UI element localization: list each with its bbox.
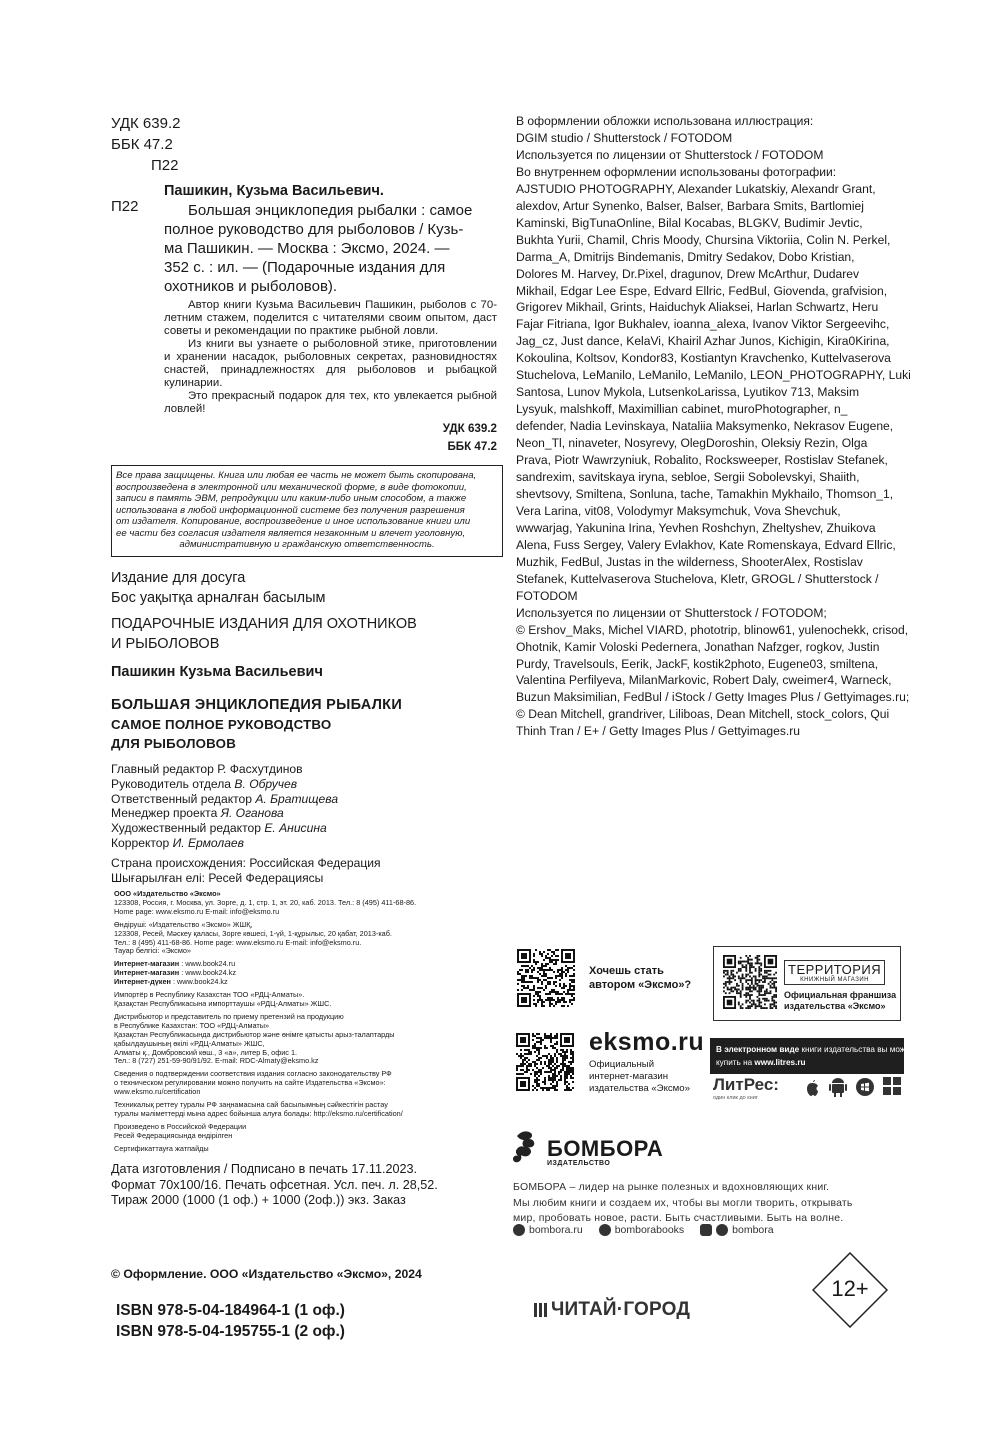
windows-phone-icon[interactable]: [855, 1077, 875, 1097]
credits-line: Dolores M. Harvey, Dr.Pixel, dragunov, Drew McArthur, Dudarev: [516, 266, 859, 281]
credits-line: Используется по лицензии от Shutterstock / FOTODOM: [516, 147, 824, 162]
country-kz: Шығарылған елі: Ресей Федерациясы: [111, 870, 324, 885]
litres-bold: В электронном виде: [716, 1045, 800, 1054]
publisher-info-text: : www.book24.kz: [179, 968, 236, 978]
publisher-info-text: Тел.: 8 (495) 411-68-86. Home page: www.eksmo.ru E-mail: info@eksmo.ru.: [114, 937, 362, 947]
rights-notice-box: [111, 465, 503, 557]
chitai-gorod-name: ЧИТАЙ·ГОРОД: [551, 1299, 691, 1320]
bombora-logo: [513, 1128, 543, 1175]
credits-line: Valentina Perfilyeva, MilanMarkovic, Robert Daly, cweimer4, Warneck,: [516, 673, 892, 688]
eksmo-site[interactable]: eksmo.ru: [589, 1028, 705, 1056]
publisher-info-text: Произведено в Российской Федерации: [114, 1121, 247, 1131]
publisher-info-text: Home page: www.eksmo.ru E-mail: info@eksmo.ru: [114, 906, 280, 916]
eksmo-caption: [589, 1059, 690, 1095]
bombora-text-line: Мы любим книги и создаем их, чтобы вы могли творить, открывать: [513, 1196, 853, 1209]
credits-line: defender, Nadia Levinskaya, Nataliia Maksymenko, Nekrasov Eugene,: [516, 419, 894, 434]
credits-line: В оформлении обложки использована иллюстрация:: [516, 114, 814, 128]
credits-line: Jag_cz, Just dance, KelaVi, Khairil Azhar Junos, Kichigin, Kira0Kirina,: [516, 334, 890, 349]
series-line: ПОДАРОЧНЫЕ ИЗДАНИЯ ДЛЯ ОХОТНИКОВ: [111, 616, 417, 632]
bombora-description: [513, 1180, 853, 1227]
staff-name: Р. Фасхутдинов: [217, 762, 303, 776]
design-copyright: © Оформление. ООО «Издательство «Эксмо», 2024: [111, 1267, 422, 1281]
social-telegram[interactable]: [700, 1224, 773, 1236]
apple-icon[interactable]: [803, 1077, 821, 1097]
credits-line: Purdy, Travelsouls, Eerik, JackF, kostik2photo, Eugene03, smiltena,: [516, 656, 879, 671]
publisher-info-text: Алматы қ., Домбровский көш., 3 «а», литер Б, офис 1.: [114, 1047, 298, 1057]
classification-codes: [111, 113, 180, 176]
windows-icon[interactable]: [883, 1077, 901, 1095]
book-subtitle-line: САМОЕ ПОЛНОЕ РУКОВОДСТВО: [111, 717, 332, 732]
credits-line: Darma_A, Dmitrijs Bindemanis, Dmitry Sedakov, Dobo Kristian,: [516, 249, 855, 264]
territory-logo-text: ТЕРРИТОРИЯ: [788, 962, 882, 977]
rights-line: воспроизведена в электронной или механической форме, в виде фотокопии,: [116, 481, 467, 493]
social-site-label: bombora.ru: [529, 1224, 583, 1236]
credits-line: shevtsovy, Smiltena, Sonluna, tache, Tamakhin Mykhailo, Thomson_1,: [516, 486, 894, 501]
rights-line: записи в память ЭВМ, репродукции или каким-либо иным способом, а также: [116, 493, 467, 504]
credits-line: Kokoulina, Koltsov, Kondor83, Kostiantyn Kravchenko, Kuttelvaserova: [516, 351, 891, 366]
qr-code[interactable]: [516, 1033, 574, 1091]
publisher-info-line: [114, 1088, 416, 1097]
publisher-info-text: : www.book24.kz: [170, 977, 228, 987]
eksmo-caption-line: Официальный: [589, 1059, 655, 1070]
udk-code: УДК 639.2: [111, 115, 181, 132]
publisher-info-text: Сведения о подтверждении соответствия издания согласно законодательству РФ: [114, 1069, 392, 1079]
publisher-info-line: [114, 978, 416, 987]
credits-line: Lysyuk, malshkoff, Maximillian cabinet, muroPhotographer, n_: [516, 402, 848, 417]
publisher-info-line: [114, 908, 416, 917]
publisher-info: [114, 890, 416, 1154]
litres-tagline: один клик до книг: [713, 1095, 758, 1101]
staff-role: Корректор: [111, 835, 170, 850]
country-of-origin: [111, 856, 381, 886]
social-vk[interactable]: [599, 1224, 684, 1236]
credits-line: sandrexim, savitskaya iryna, sebloe, Sergii Sobolevskyi, Shaiith,: [516, 470, 860, 485]
bombora-sub: ИЗДАТЕЛЬСТВО: [547, 1160, 611, 1167]
credits-line: Используется по лицензии от Shutterstock / FOTODOM;: [516, 605, 827, 620]
vk-icon: [599, 1224, 611, 1236]
author-heading: Пашикин Кузьма Васильевич: [111, 664, 323, 680]
territory-logo: [784, 960, 885, 985]
credits-line: Fajar Fitriana, Igor Bukhalev, ioanna_alexa, Ivanov Viktor Sergeevihc,: [516, 317, 890, 332]
catalog-bbk: ББК 47.2: [447, 440, 497, 453]
credits-line: Thinh Tran / E+ / Getty Images Plus / Gettyimages.ru: [516, 724, 800, 739]
bbk-code: ББК 47.2: [111, 136, 173, 153]
bombora-text-line: мир, пробовать новое, расти. Быть счастливыми. Быть на волне.: [513, 1212, 844, 1224]
litres-banner: [710, 1038, 918, 1074]
rights-line: Все права защищены. Книга или любая ее часть не может быть скопирована,: [116, 470, 477, 481]
publisher-info-text: қабылдаушының өкілі «РДЦ-Алматы» ЖШС,: [114, 1038, 265, 1048]
author-invite: [589, 964, 691, 992]
telegram-icon: [716, 1224, 728, 1236]
publisher-info-line: [114, 1145, 416, 1154]
credits-line: Muzhik, FedBul, Justas in the wilderness, ShooterAlex, Rostislav: [516, 554, 863, 569]
series-line: И РЫБОЛОВОВ: [111, 636, 220, 652]
qr-code[interactable]: [517, 949, 575, 1007]
staff-line: [111, 792, 338, 807]
video-icon: [700, 1224, 712, 1236]
bombora-text-line: БОМБОРА – лидер на рынке полезных и вдохновляющих книг.: [513, 1181, 830, 1193]
description-line: 352 с. : ил. — (Подарочные издания для: [164, 259, 446, 276]
country-ru: Страна происхождения: Российская Федерация: [111, 856, 381, 870]
publisher-info-text: 123308, Ресей, Мәскеу қаласы, Зорге көшесі, 1-үй, 1-құрылыс, 20 қабат, 2013-каб.: [114, 928, 392, 938]
staff-list: [111, 762, 338, 851]
author-sign: П22: [151, 157, 179, 174]
staff-name: В. Обручев: [234, 776, 298, 791]
staff-name: Е. Анисина: [264, 821, 327, 836]
credits-line: DGIM studio / Shutterstock / FOTODOM: [516, 130, 733, 145]
leisure-kz: Бос уақытқа арналған басылым: [111, 590, 326, 606]
staff-name: И. Ермолаев: [172, 835, 244, 850]
rights-line: использована в любой информационной системе без получения разрешения: [116, 504, 465, 516]
staff-name: А. Братищева: [255, 791, 339, 806]
catalog-description: [164, 201, 497, 296]
print-line: Тираж 2000 (1000 (1 оф.) + 1000 (2оф.)) экз. Заказ: [111, 1193, 406, 1208]
credits-line: Santosa, Lunov Mykola, LutsenkoLarissa, Lyutikov 713, Maksim: [516, 385, 860, 400]
description-line: охотников и рыболовов).: [164, 278, 338, 295]
bombora-wave-icon: [513, 1128, 543, 1170]
qr-code[interactable]: [723, 955, 777, 1009]
credits-line: Stefanek, Kuttelvaserova Stuchelova, Kletr, GROGL / Shutterstock /: [516, 571, 879, 586]
publisher-info-text: 123308, Россия, г. Москва, ул. Зорге, д. 1, стр. 1, эт. 20, каб. 2013. Тел.: 8 (495) 411-68-86.: [114, 897, 417, 907]
publisher-info-text: Ресей Федерациясында өндірілген: [114, 1130, 233, 1140]
staff-line: [111, 821, 338, 836]
author-invite-line: автором «Эксмо»?: [589, 979, 692, 991]
android-icon[interactable]: [829, 1077, 847, 1097]
publisher-info-text: Сертификаттауға жатпайды: [114, 1143, 209, 1153]
social-links: [513, 1224, 774, 1236]
publisher-info-line: [114, 947, 416, 956]
publisher-info-line: [114, 1000, 416, 1009]
publisher-info-line: [114, 1110, 416, 1119]
credits-line: © Ershov_Maks, Michel VIARD, phototrip, blinow61, yulenochekk, crisod,: [516, 622, 909, 637]
credits-line: Mikhail, Edgar Lee Espe, Edvard Ellric, FedBul, Giovenda, grafvision,: [516, 283, 888, 298]
credits-line: Stuchelova, LeManilo, LeManilo, LeManilo, LEON_PHOTOGRAPHY, Luki: [516, 368, 911, 383]
credits-line: Prava, Piotr Wawrzyniuk, Robalito, Rocksweeper, Rostislav Stefanek,: [516, 453, 888, 468]
isbn-line: ISBN 978-5-04-184964-1 (1 оф.): [116, 1302, 345, 1319]
annotation-paragraph: Автор книги Кузьма Васильевич Пашикин, рыболов с 70-летним стажем, поделится с читателями своим опытом, даст советы и рекомендации по практике рыбной ловли.: [164, 299, 497, 337]
social-vk-label: bomborabooks: [614, 1224, 685, 1236]
publisher-info-text: Дистрибьютор и представитель по приему претензий на продукцию: [114, 1011, 344, 1021]
author-invite-line: Хочешь стать: [589, 965, 664, 977]
credits-line: Alena, Fuss Sergey, Valery Evlakhov, Kate Romenskaya, Edvard Ellric,: [516, 537, 896, 552]
credits-line: © Dean Mitchell, grandriver, Liliboas, Dean Mitchell, stock_colors, Qui: [516, 707, 890, 722]
rights-line: от издателя. Копирование, воспроизведение и иное использование книги или: [116, 516, 471, 527]
territory-caption-line: Официальная франшиза: [784, 990, 897, 1000]
leisure-ru: Издание для досуга: [111, 570, 246, 586]
publisher-info-text: туралы мәліметтерді мына адрес бойынша алуға болады: http://eksmo.ru/certification/: [114, 1108, 403, 1118]
credits-line: Ohotnik, Kamir Voloski Pedernera, Jonathan Nafzger, rogkov, Justin: [516, 639, 880, 654]
credits-line: Buzun Maksimilian, FedBul / iStock / Getty Images Plus / Gettyimages.ru;: [516, 690, 910, 705]
publisher-info-line: [114, 1132, 416, 1141]
eksmo-caption-line: интернет-магазин: [589, 1071, 669, 1082]
territory-caption: [784, 990, 896, 1012]
publisher-info-text: о техническом регулировании можно получить на сайте Издательства «Эксмо»:: [114, 1078, 386, 1088]
description-line: Большая энциклопедия рыбалки : самое: [188, 202, 473, 219]
series-name: [111, 614, 417, 654]
credits-line: Vera Larina, vit08, Volodymyr Maksymchuk, Vova Shevchuk,: [516, 503, 841, 518]
platform-icons: [803, 1077, 901, 1097]
globe-icon: [513, 1224, 525, 1236]
credits-line: Neon_Tl, ninaveter, Nosyrevy, OlegDoroshin, Oleksiy Rezin, Olga: [516, 436, 868, 451]
description-line: полное руководство для рыболовов / Кузь-: [164, 221, 464, 238]
print-line: Формат 70x100/16. Печать офсетная. Усл. печ. л. 28,52.: [111, 1177, 438, 1192]
bombora-name: БОМБОРА: [547, 1136, 664, 1161]
publisher-info-text: Техникалық реттеу туралы РФ заңнамасына сай басылымның сәйкестігін растау: [114, 1100, 388, 1110]
staff-role: Менеджер проекта: [111, 806, 218, 821]
credits-line: FOTODOM: [516, 588, 578, 603]
publisher-info-text: Тауар белгісі: «Эксмо»: [114, 946, 191, 956]
staff-role: Руководитель отдела: [111, 776, 232, 791]
chitai-gorod-logo: [534, 1299, 690, 1321]
staff-line: [111, 777, 338, 792]
annotation-paragraph: Из книги вы узнаете о рыболовной этике, приготовлении и хранении насадок, рыболовных секретах, разновидностях снастей, принадлежностях для рыболовов и рыбацкой кулинарии.: [164, 338, 497, 389]
litres-rest: книги издательства вы можете: [799, 1045, 918, 1054]
publisher-info-bold: Интернет-дүкен: [114, 977, 171, 987]
description-line: ма Пашикин. — Москва : Эксмо, 2024. —: [164, 240, 450, 257]
publisher-info-text: Импортёр в Республику Казахстан ТОО «РДЦ-Алматы».: [114, 990, 305, 1000]
print-line: Дата изготовления / Подписано в печать 17.11.2023.: [111, 1162, 417, 1176]
staff-role: Художественный редактор: [111, 821, 261, 836]
territory-caption-line: издательства «Эксмо»: [784, 1001, 886, 1011]
credits-line: Во внутреннем оформлении использованы фотографии:: [516, 164, 837, 179]
book-title: БОЛЬШАЯ ЭНЦИКЛОПЕДИЯ РЫБАЛКИ: [111, 697, 403, 713]
credits-line: AJSTUDIO PHOTOGRAPHY, Alexander Lukatskiy, Alexandr Grant,: [516, 181, 876, 196]
publisher-info-text: Қазақстан Республикасына импорттаушы «РДЦ-Алматы» ЖШС.: [114, 998, 332, 1008]
staff-role: Ответственный редактор: [111, 791, 252, 806]
social-tg-label: bombora: [732, 1224, 774, 1236]
staff-name: Я. Оганова: [220, 806, 284, 821]
staff-role: Главный редактор: [111, 762, 214, 776]
litres-url[interactable]: www.litres.ru: [754, 1058, 806, 1067]
credits-line: Kaminski, BigTunaOnline, Bilal Kocabas, BLGKV, Budimir Jevtic,: [516, 215, 863, 230]
staff-line: [111, 806, 338, 821]
photo-credits: [516, 113, 911, 740]
age-rating-badge: [812, 1252, 888, 1328]
credits-line: Bukhta Yurii, Chamil, Chris Moody, Chursina Viktoriia, Colin N. Perkel,: [516, 232, 891, 247]
age-rating: 12+: [831, 1276, 869, 1301]
credits-line: alexdov, Artur Synenko, Balser, Balser, Barbara Smits, Bartlomiej: [516, 198, 864, 213]
publisher-info-text: Қазақстан Республикасында дистрибьютор және өнімге қатысты арыз-талаптарды: [114, 1029, 395, 1039]
social-site[interactable]: [513, 1224, 583, 1236]
annotation-paragraph: Это прекрасный подарок для тех, кто увлекается рыбной ловлей!: [164, 390, 497, 415]
eksmo-caption-line: издательства «Эксмо»: [589, 1083, 690, 1094]
isbn-block: [116, 1300, 345, 1342]
credits-line: wwwarjag, Yakunina Irina, Yevhen Roshchyn, Zheltyshev, Zhuikova: [516, 520, 876, 535]
publisher-info-bold: ООО «Издательство «Эксмо»: [114, 889, 221, 898]
publisher-info-text: www.eksmo.ru/certification: [114, 1087, 201, 1097]
litres-logo: ЛитРес:: [713, 1075, 779, 1094]
publisher-info-bold: Интернет-магазин: [114, 959, 180, 969]
catalog-author-sign: П22: [111, 198, 139, 215]
staff-line: [111, 836, 338, 851]
publisher-info-text: Тел.: 8 (727) 251-59-90/91/92. E-mail: RDC-Almaty@eksmo.kz: [114, 1056, 319, 1066]
publisher-info-text: Өндіруші: «Издательство «Эксмо» ЖШҚ,: [114, 919, 253, 929]
print-info: [111, 1162, 438, 1209]
publisher-info-text: : www.book24.ru: [179, 959, 236, 969]
territory-logo-sub: КНИЖНЫЙ МАГАЗИН: [800, 977, 870, 983]
chitai-gorod-bars-icon: [534, 1303, 547, 1317]
book-subtitle-line: ДЛЯ РЫБОЛОВОВ: [111, 736, 236, 751]
staff-line: [111, 762, 338, 777]
book-title-block: [111, 695, 402, 753]
isbn-line: ISBN 978-5-04-195755-1 (2 оф.): [116, 1323, 345, 1340]
publisher-info-text: в Республике Казахстан: ТОО «РДЦ-Алматы»: [114, 1020, 270, 1030]
catalog-index: [164, 420, 497, 456]
catalog-udk: УДК 639.2: [442, 422, 497, 435]
rights-line: административную и гражданскую ответственность.: [179, 539, 435, 550]
credits-line: Grigorev Mikhail, Grints, Haiduchyk Aliaksei, Harlan Schwartz, Heru: [516, 300, 879, 315]
litres-line2: купить на: [716, 1058, 755, 1067]
publisher-info-bold: Интернет-магазин: [114, 968, 180, 978]
leisure-edition: [111, 568, 325, 608]
rights-line: ее части без согласия издателя является незаконным и влечет уголовную,: [116, 527, 466, 539]
catalog-author: Пашикин, Кузьма Васильевич.: [164, 183, 384, 199]
publisher-info-line: [114, 1057, 416, 1066]
